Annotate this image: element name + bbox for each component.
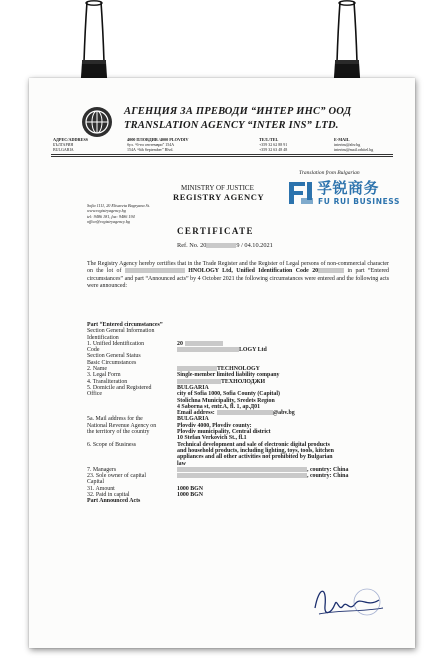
fu-rui-watermark (287, 178, 413, 214)
row-label: 5a. Mail address for the (87, 416, 143, 423)
row-value-text: 4 Saborna st, entr.A, fl. 1, ap.Д01 (177, 403, 261, 410)
redaction (177, 467, 307, 472)
country-bg: БЪЛГАРИЯ (53, 142, 74, 147)
row-value (247, 498, 392, 504)
row-label: Office (87, 391, 102, 398)
row-value-text: 20 (177, 340, 183, 347)
row-value-text: , country: China (307, 473, 349, 480)
country-en: BULGARIA (53, 147, 74, 152)
row-label: 2. Name (87, 366, 107, 373)
email-2: interins@mail.orbitel.bg (334, 147, 374, 152)
intro-part2: in part “Entered circumstances” and part “Announced acts” by 4 October 2021 the following circumstances were entered and the following acts were announced: (87, 268, 389, 289)
email-1: interins@abv.bg (334, 142, 361, 147)
row-value-text: Single-member limited liability company (177, 372, 280, 379)
redaction (318, 268, 344, 273)
redaction (125, 268, 185, 273)
row-label: 3. Legal Form (87, 372, 121, 379)
redaction (185, 341, 223, 346)
row-label: 4. Transliteration (87, 378, 128, 385)
row-value-text: LOGY Ltd (239, 347, 267, 354)
signature-icon (309, 578, 389, 623)
row-value-text: Stolichna Municipality, Sredets Region (177, 397, 275, 404)
row-value-text: appliances and all other activities not prohibited by Bulgarian (177, 454, 333, 461)
address-line2: бул. “6-ти септември” 154А (127, 142, 175, 147)
header-rule (51, 154, 393, 155)
row-label: Basic Circumstances (87, 359, 137, 366)
certificate-paper (29, 78, 415, 648)
row-label: Capital (87, 479, 105, 486)
reference-number (177, 242, 273, 249)
redaction (217, 410, 273, 415)
redaction (177, 366, 217, 371)
row-value-text: law (177, 460, 186, 467)
certificate-title: CERTIFICATE (177, 226, 254, 236)
row-value-text: and household products, including lighting, toys, tools, kitchen (177, 447, 334, 454)
row-value-text: BULGARIA (177, 384, 209, 391)
address-line3: 154А “6th September” Blvd. (127, 147, 174, 152)
agency-name-bulgarian: АГЕНЦИЯ ЗА ПРЕВОДИ “ИНТЕР ИНС” ООД (124, 106, 352, 117)
row-value-text: Plovdiv municipality, Central district (177, 429, 271, 436)
translation-note: Translation from Bulgarian (299, 170, 360, 176)
row-value-text: 1000 BGN (177, 492, 204, 499)
ref-suffix: 9 / 04.10.2021 (236, 242, 273, 249)
agency-name-english: TRANSLATION AGENCY “INTER INS” LTD. (124, 120, 339, 131)
row-label: 32. Paid in capital (87, 492, 130, 499)
row-label: 23. Sole owner of capital (87, 473, 147, 480)
registry-phone: tel: 9486 181, fax: 9486 194 (87, 213, 135, 219)
address-label-block (53, 137, 88, 152)
row-label: Part “Entered circumstances” (87, 322, 163, 328)
address-block (127, 137, 189, 152)
registry-title: REGISTRY AGENCY (173, 192, 265, 202)
table-row (87, 498, 392, 504)
row-value-text: BULGARIA (177, 416, 209, 423)
tel-label: ТЕЛ./TEL (259, 137, 279, 142)
row-label: Code (87, 347, 100, 354)
email-label: E-MAIL (334, 137, 350, 142)
watermark-english: FU RUI BUSINESS (318, 197, 400, 206)
intro-part1: The Registry Agency hereby certifies that in the Trade Register and the Register of Legal persons of non-commercial character on the lot of (87, 261, 389, 275)
row-label: 1. Unified Identification (87, 340, 145, 347)
phone-block (259, 137, 287, 152)
ministry-title: MINISTRY OF JUSTICE (181, 184, 254, 192)
address-label: АДРЕС/ADDRESS (53, 137, 88, 142)
row-label: 6. Scope of Business (87, 441, 137, 448)
row-label: 7. Managers (87, 466, 117, 473)
fu-rui-logo-icon (287, 178, 315, 206)
address-line1: 4000 ПЛОВДИВ /4000 PLOVDIV (127, 137, 189, 142)
row-value-text: city of Sofia 1000, Sofia County (Capital) (177, 391, 280, 398)
redaction (206, 243, 236, 248)
row-label: Identification (87, 334, 119, 341)
registry-email: office@registryagency.bg (87, 218, 130, 224)
row-value-text: ТЕХНОЛОДЖИ (221, 378, 266, 385)
intro-paragraph (87, 261, 389, 290)
tel-1: +359 32 62 88 91 (259, 142, 288, 147)
tel-2: +359 32 63 48 48 (259, 147, 288, 152)
row-value-text: Email address: (177, 410, 215, 417)
row-label: Part Announced Acts (87, 498, 141, 505)
agency-logo-icon (81, 106, 113, 138)
row-value-text: 10 Stefan Verkovich St., fl.1 (177, 435, 247, 442)
registry-address: Sofia 1111, 20 Elisaveta Bagryana St. (87, 203, 150, 208)
registry-contact (87, 203, 150, 224)
row-label: Section General Status (87, 353, 141, 360)
row-value-text: Technical development and sale of electronic digital products (177, 441, 330, 448)
row-value-text: , country: China (307, 466, 349, 473)
redaction (177, 347, 239, 352)
ref-prefix: Ref. No. 20 (177, 242, 207, 249)
row-label: the territory of the country (87, 429, 150, 436)
row-value-text: Plovdiv 4000, Plovdiv county: (177, 422, 252, 429)
row-value-text: 1000 BGN (177, 485, 204, 492)
row-label: 31. Amount (87, 485, 115, 492)
email-suffix: @abv.bg (272, 410, 295, 417)
circumstances-table (87, 322, 392, 505)
row-value-text: TECHNOLOGY (217, 366, 260, 373)
intro-company: HNOLOGY Ltd, Unified Identification Code 20 (188, 268, 319, 275)
registry-website: www.registryagency.bg (87, 208, 126, 214)
watermark-chinese: 孚锐商务 (317, 179, 380, 197)
email-block (334, 137, 373, 152)
row-label: 5. Domicile and Registered (87, 384, 152, 391)
row-label: Section General Information (87, 328, 155, 335)
redaction (177, 379, 221, 384)
redaction (177, 473, 307, 478)
row-label: National Revenue Agency on (87, 422, 157, 429)
